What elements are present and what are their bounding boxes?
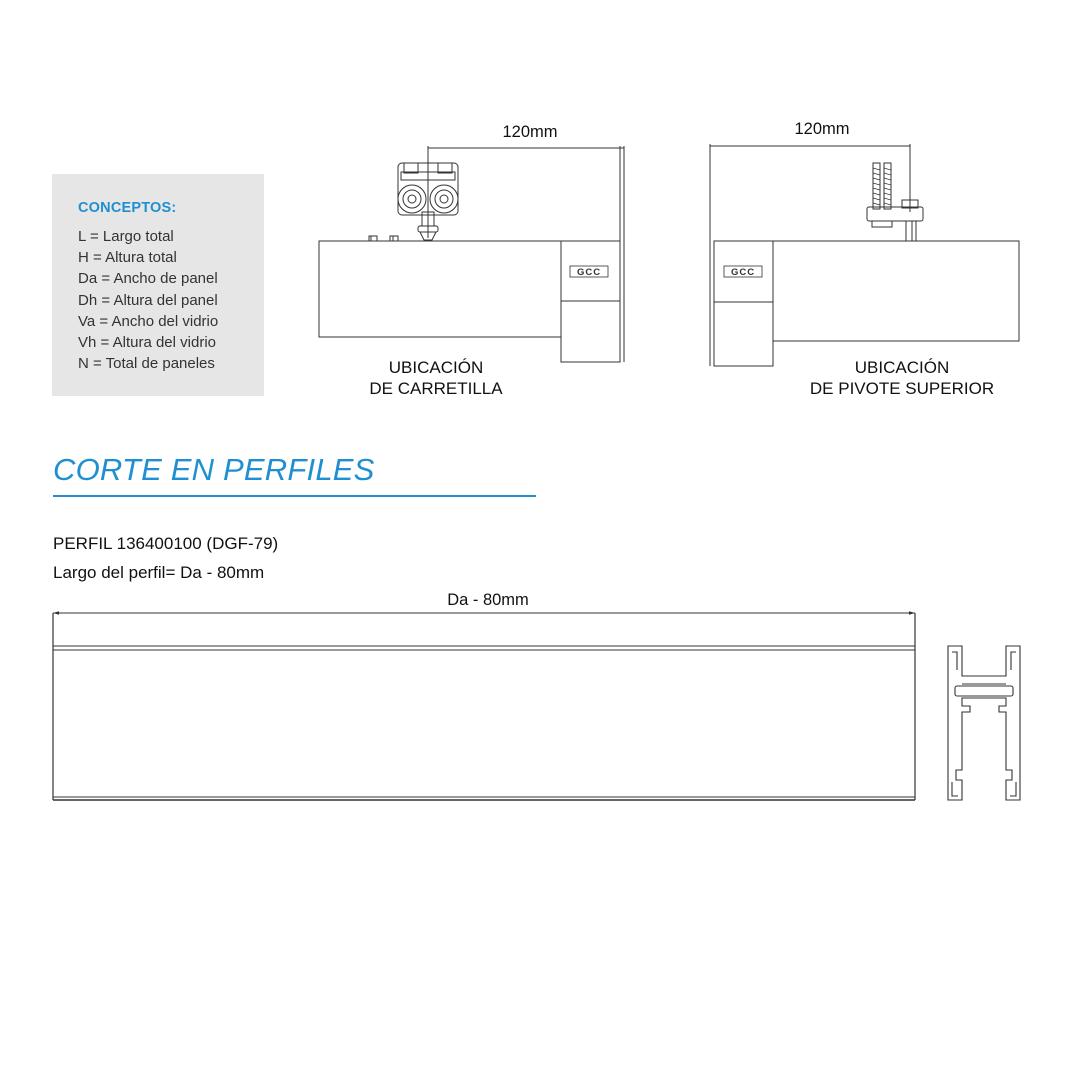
gcc-brand: GCC — [730, 267, 756, 278]
gcc-logo-left — [570, 266, 608, 278]
concept-item: L = Largo total — [78, 228, 174, 245]
concept-item: N = Total de paneles — [78, 355, 215, 373]
profile-length: Largo del perfil= Da - 80mm — [53, 563, 265, 582]
carretilla-dimension-label: 120mm — [502, 123, 558, 141]
end-cap — [714, 241, 773, 366]
carretilla-caption — [346, 357, 526, 399]
profile-name: PERFIL 136400100 (DGF-79) — [53, 534, 279, 553]
concept-item: Vh = Altura del vidrio — [78, 334, 216, 352]
concepts-title: CONCEPTOS: — [78, 200, 177, 216]
concept-item: Va = Ancho del vidrio — [78, 312, 219, 330]
pivot-icon — [867, 163, 923, 241]
pivote-caption — [792, 357, 1012, 399]
caption-line: DE PIVOTE SUPERIOR — [809, 379, 995, 398]
caption-line: UBICACIÓN — [388, 358, 484, 377]
title-underline — [53, 495, 536, 497]
section-title: CORTE EN PERFILES — [53, 452, 375, 487]
profile-section-icon — [948, 646, 1020, 800]
carretilla-diagram — [319, 146, 624, 362]
profile-dimension-label: Da - 80mm — [447, 591, 529, 609]
caption-line: UBICACIÓN — [854, 358, 950, 377]
concept-item: Da = Ancho de panel — [78, 270, 218, 288]
pivote-dimension-label: 120mm — [794, 120, 850, 138]
rail-body — [319, 241, 561, 337]
rail-body — [773, 241, 1019, 341]
pivote-diagram — [710, 144, 1019, 366]
gcc-brand: GCC — [576, 267, 602, 278]
concept-item: Dh = Altura del panel — [78, 291, 218, 309]
concept-item: H = Altura total — [78, 249, 177, 267]
caption-line: DE CARRETILLA — [369, 379, 503, 398]
profile-elevation — [53, 613, 915, 800]
gcc-logo-right — [724, 266, 762, 278]
thread-lines — [873, 168, 891, 205]
